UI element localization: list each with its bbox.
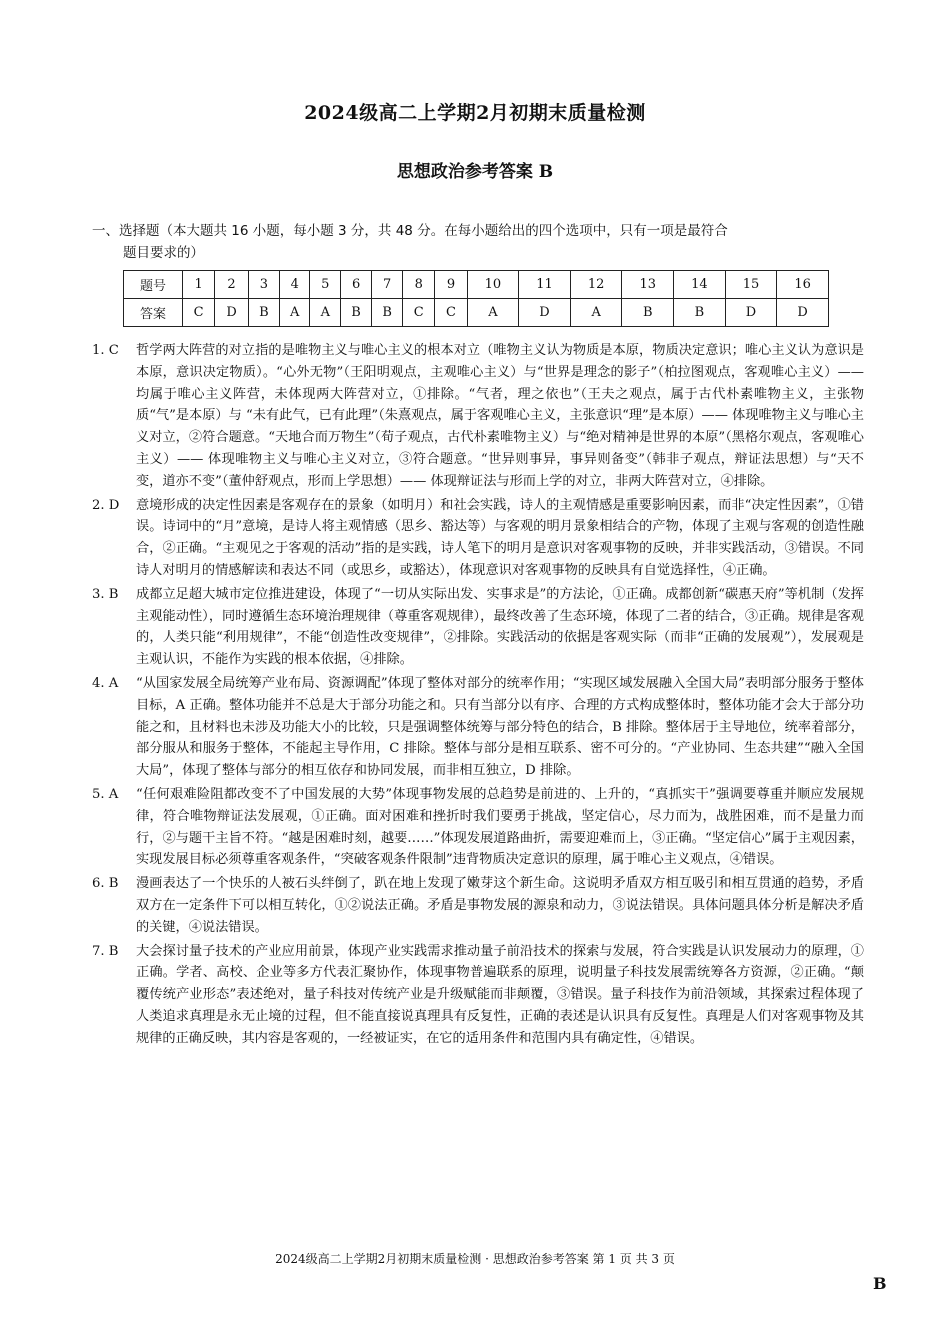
- page-footer: 2024级高二上学期2月初期末质量检测 · 思想政治参考答案 第 1 页 共 3 页: [275, 1252, 675, 1266]
- section-heading-line2: 题目要求的）: [123, 245, 204, 261]
- answer-cell: B: [622, 299, 674, 327]
- answer-cell: A: [570, 299, 622, 327]
- question-number-cell: 9: [435, 271, 467, 299]
- answer-cell: D: [777, 299, 829, 327]
- answer-cell: D: [215, 299, 249, 327]
- section-heading: [92, 220, 864, 264]
- question-number-cell: 14: [674, 271, 726, 299]
- explanation-number: 5. A: [92, 786, 119, 802]
- explanation-number: 1. C: [92, 343, 119, 358]
- answer-row-label: 答案: [124, 299, 183, 327]
- answer-cell: C: [183, 299, 215, 327]
- explanation-number: 3. B: [92, 586, 119, 602]
- answer-cell: C: [403, 299, 435, 327]
- explanation-item: [92, 340, 864, 493]
- question-number-cell: 1: [183, 271, 215, 299]
- answer-cell: B: [674, 299, 726, 327]
- question-number-cell: 13: [622, 271, 674, 299]
- explanation-text: 意境形成的决定性因素是客观存在的景象（如明月）和社会实践，诗人的主观情感是重要影响因素，而非“决定性因素”，①错误。诗词中的“月”意境，是诗人将主观情感（思乡、豁达等）与客观的明月景象相结合的产物，体现了主观与客观的创造性融合，②正确。“主观见之于客观的活动”指的是实践，诗人笔下的明月是意识对客观事物的反映，并非实践活动，③错误。不同诗人对明月的情感解读和表达不同（或思乡，或豁达），体现意识对客观事物的反映具有自觉选择性，④正确。: [136, 497, 864, 578]
- explanation-text: “从国家发展全局统筹产业布局、资源调配”体现了整体对部分的统率作用；“实现区域发展融入全国大局”表明部分服务于整体目标，A 正确。整体功能并不总是大于部分功能之和。只有当部分以有序、合理的方式构成整体时，整体功能才会大于部分功能之和，且材料也未涉及功能大小的比较，只是强调整体统筹与部分特色的结合，B 排除。整体居于主导地位，统率着部分，部分服从和服务于整体，不能起主导作用，C 排除。整体与部分是相互联系、密不可分的。“产业协同、生态共建”“融入全国大局”，体现了整体与部分的相互依存和协同发展，而非相互独立，D 排除。: [136, 675, 864, 779]
- question-number-cell: 7: [372, 271, 403, 299]
- explanation-item: [92, 584, 864, 671]
- explanation-item: [92, 495, 864, 582]
- page-subtitle: 思想政治参考答案 B: [396, 162, 554, 182]
- explanation-item: [92, 941, 864, 1050]
- page-title: 2024级高二上学期2月初期末质量检测: [304, 102, 646, 124]
- answer-cell: B: [248, 299, 279, 327]
- explanation-text: 哲学两大阵营的对立指的是唯物主义与唯心主义的根本对立（唯物主义认为物质是本原，物质决定意识；唯心主义认为意识是本原，意识决定物质）。“心外无物”（王阳明观点，主观唯心主义）与“世界是理念的影子”（柏拉图观点，客观唯心主义）—— 均属于唯心主义阵营，未体现两大阵营对立，①排除。“气者，理之依也”（王夫之观点，属于古代朴素唯物主义，主张物质“气”是本原）与 “未有此气，已有此理”（朱熹观点，属于客观唯心主义，主张意识“理”是本原）—— 体现唯物主义与唯心主义对立，②符合题意。“天地合而万物生”（荀子观点，古代朴素唯物主义）与“绝对精神是世界的本原”（黑格尔观点，客观唯心主义）—— 体现唯物主义与唯心主义对立，③符合题意。“世异则事异，事异则备变”（韩非子观点，辩证法思想）与“天不变，道亦不变”（董仲舒观点，形而上学思想）—— 体现辩证法与形而上学的对立，非两大阵营对立，④排除。: [136, 343, 864, 489]
- explanation-text: 成都立足超大城市定位推进建设，体现了“一切从实际出发、实事求是”的方法论，①正确。成都创新“碳惠天府”等机制（发挥主观能动性），同时遵循生态环境治理规律（尊重客观规律），最终改善了生态环境，体现了二者的结合，③正确。规律是客观的，人类只能“利用规律”，不能“创造性改变规律”，②排除。实践活动的依据是客观实际（而非“正确的发展观”），发展观是主观认识，不能作为实践的根本依据，④排除。: [136, 586, 864, 668]
- question-number-cell: 16: [777, 271, 829, 299]
- answer-cell: D: [519, 299, 571, 327]
- answer-table: [123, 270, 829, 327]
- question-number-cell: 5: [310, 271, 341, 299]
- explanation-text: “任何艰难险阻都改变不了中国发展的大势”体现事物发展的总趋势是前进的、上升的，“真抓实干”强调要尊重并顺应发展规律，符合唯物辩证法发展观，①正确。面对困难和挫折时我们要勇于挑战，坚定信心，尽力而为，战胜困难，而不是量力而行，②与题干主旨不符。“越是困难时刻，越要……”体现发展道路曲折，需要迎难而上，③正确。“坚定信心”属于主观因素，实现发展目标必须尊重客观条件，“突破客观条件限制”违背物质决定意识的原理，属于唯心主义观点，④错误。: [136, 786, 864, 868]
- answer-table-number-row: [124, 271, 829, 299]
- version-mark: B: [873, 1274, 887, 1293]
- question-number-cell: 11: [519, 271, 571, 299]
- question-number-cell: 10: [467, 271, 519, 299]
- explanation-number: 6. B: [92, 876, 119, 892]
- explanation-item: [92, 784, 864, 871]
- answer-cell: A: [467, 299, 519, 327]
- question-number-cell: 15: [725, 271, 777, 299]
- question-number-cell: 6: [341, 271, 372, 299]
- answer-table-answer-row: [124, 299, 829, 327]
- answer-cell: B: [341, 299, 372, 327]
- question-number-cell: 8: [403, 271, 435, 299]
- question-number-cell: 4: [279, 271, 310, 299]
- answer-cell: B: [372, 299, 403, 327]
- explanation-item: [92, 873, 864, 938]
- section-heading-line1: 一、选择题（本大题共 16 小题，每小题 3 分，共 48 分。在每小题给出的四个选项中，只有一项是最符合: [92, 223, 728, 239]
- explanation-number: 7. B: [92, 943, 119, 959]
- answer-cell: C: [435, 299, 467, 327]
- question-number-cell: 3: [248, 271, 279, 299]
- question-number-cell: 12: [570, 271, 622, 299]
- answer-cell: D: [725, 299, 777, 327]
- number-row-label: 题号: [124, 271, 183, 299]
- explanation-number: 4. A: [92, 675, 119, 691]
- answer-cell: A: [279, 299, 310, 327]
- question-number-cell: 2: [215, 271, 249, 299]
- explanation-list: [92, 340, 864, 1052]
- explanation-item: [92, 673, 864, 782]
- explanation-text: 大会探讨量子技术的产业应用前景，体现产业实践需求推动量子前沿技术的探索与发展，符合实践是认识发展动力的原理，①正确。学者、高校、企业等多方代表汇聚协作，体现事物普遍联系的原理，说明量子科技发展需统筹各方资源，②正确。“颠覆传统产业形态”表述绝对，量子科技对传统产业是升级赋能而非颠覆，③错误。量子科技作为前沿领域，其探索过程体现了人类追求真理是永无止境的过程，但不能直接说真理具有反复性，正确的表述是认识具有反复性。真理是人们对客观事物及其规律的正确反映，其内容是客观的，一经被证实，在它的适用条件和范围内具有确定性，④错误。: [136, 943, 864, 1046]
- answer-cell: A: [310, 299, 341, 327]
- explanation-number: 2. D: [92, 497, 120, 513]
- explanation-text: 漫画表达了一个快乐的人被石头绊倒了，趴在地上发现了嫩芽这个新生命。这说明矛盾双方相互吸引和相互贯通的趋势，矛盾双方在一定条件下可以相互转化，①②说法正确。矛盾是事物发展的源泉和动力，③说法错误。具体问题具体分析是解决矛盾的关键，④说法错误。: [136, 876, 864, 935]
